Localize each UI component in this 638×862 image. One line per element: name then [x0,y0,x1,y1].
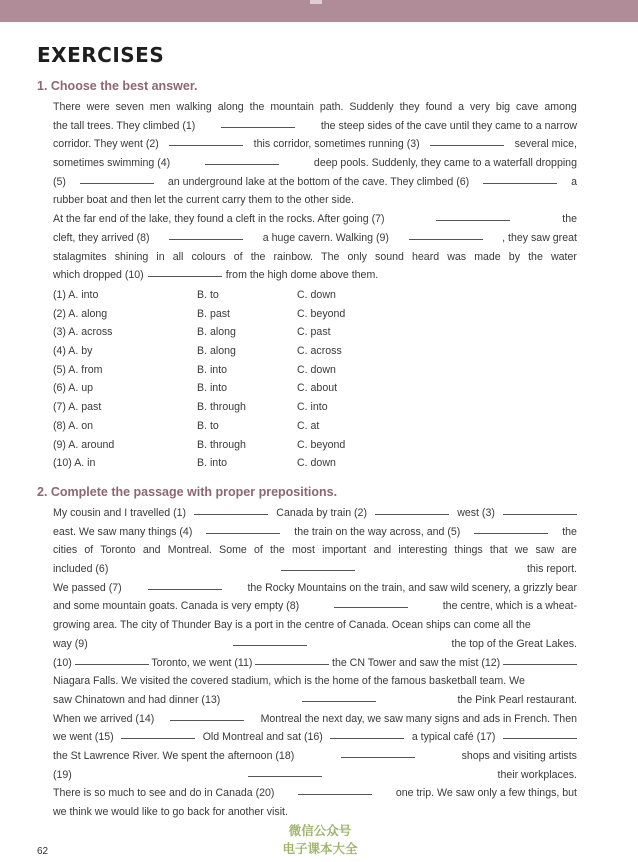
passage-line [53,229,577,248]
passage-line [53,803,577,822]
option-b: B. into [197,457,228,470]
passage-text: path. [319,101,344,113]
passage-text: a huge cavern. Walking (9) [262,231,389,244]
passage-text: of [233,250,243,263]
passage-line [53,135,577,154]
passage-text: we went (15) [53,731,114,744]
passage-text: (5) [53,175,66,188]
passage-text: corridor. They went (2) [53,138,159,151]
passage-line [53,654,577,673]
section1-heading: 1. Choose the best answer. [37,79,198,93]
passage-text: Old Montreal and sat (16) [202,731,323,744]
passage-text: this corridor, sometimes running (3) [253,138,420,151]
passage-text: east. We saw many things (4) [53,525,193,538]
passage-text: walking [176,101,212,113]
passage-text: several mice, [514,138,577,151]
option-a: (3) A. across [53,326,113,339]
passage-text: When we arrived (14) [53,712,155,725]
option-c: C. past [297,326,331,339]
passage-line [53,210,577,229]
option-c: C. down [297,457,336,470]
option-a: (5) A. from [53,363,103,376]
passage-text: which dropped (10) [53,269,144,282]
passage-text: Montreal. [167,544,212,557]
answer-blank[interactable] [503,654,577,665]
passage-text: very [469,101,490,113]
option-a: (9) A. around [53,438,115,451]
option-a: (8) A. on [53,419,94,432]
passage-text: There is so much to see and do in Canada (20) [53,787,275,800]
passage-text: shops and visiting artists [461,749,577,762]
passage-text: Suddenly [349,101,394,113]
answer-blank[interactable] [205,154,279,165]
passage-text: among [544,101,577,113]
passage-text: Canada by train (2) [276,507,367,519]
passage-text: rubber boat and then let the current carry them to the other side. [53,194,354,207]
answer-blank[interactable] [248,766,322,777]
passage-text: a [571,175,577,188]
answer-blank[interactable] [194,504,268,515]
option-b: B. through [197,401,246,414]
passage-line [53,504,577,523]
passage-line [53,672,577,691]
passage-text: (10) [53,656,72,669]
passage-line [53,747,577,766]
passage-line [53,635,577,654]
option-c: C. beyond [297,307,346,320]
passage-text: their workplaces. [497,768,577,781]
passage-text: cities [53,544,78,557]
passage-text: At the far end of the lake, they found a cleft in the rocks. After going (7) [53,213,385,226]
passage-text: colours [191,250,226,263]
passage-line [53,766,577,785]
passage-text: Toronto [100,544,136,557]
passage-line [53,710,577,729]
option-c: C. beyond [297,438,346,451]
passage-text: this report. [526,563,577,576]
page-number: 62 [37,846,49,857]
passage-line [53,523,577,542]
passage-text: important [322,544,367,557]
passage-text: mountain [270,101,314,113]
answer-blank[interactable] [169,229,243,240]
answer-blank[interactable] [483,173,557,184]
top-band-notch [310,0,322,4]
option-a: (6) A. up [53,382,94,395]
answer-blank[interactable] [503,504,577,515]
passage-text: , they saw great [502,231,577,244]
passage-text: they [399,101,420,113]
passage-line [53,691,577,710]
passage-text: seven [115,101,144,113]
passage-text: men [149,101,171,113]
passage-text: the steep sides of the cave until they came to a narrow [320,119,577,132]
answer-blank[interactable] [436,210,510,221]
watermark-stamp [265,822,375,858]
passage-line [53,191,577,210]
passage-text: cleft, they arrived (8) [53,231,150,244]
passage-text: growing area. The city of Thunder Bay is a port in the centre of Canada. Ocean ships can come all the [53,619,531,632]
passage-text: the St Lawrence River. We spent the afternoon (18) [53,749,295,762]
passage-text: rainbow. [273,250,313,263]
option-b: B. along [197,345,236,358]
passage-text: Niagara Falls. We visited the covered stadium, which is the home of the famous basketball team. We [53,675,525,688]
passage-text: the train on the way across, and (5) [294,525,461,538]
answer-blank[interactable] [503,728,577,739]
passage-text: the [562,213,577,226]
option-a: (1) A. into [53,289,99,301]
passage-line [53,248,577,267]
passage-text: cave [516,101,539,113]
option-b: B. into [197,382,228,395]
answer-blank[interactable] [170,710,244,721]
passage-text: in [156,250,165,263]
passage-text: the top of the Great Lakes. [451,637,577,650]
option-a: (10) A. in [53,457,96,470]
watermark-line-2: 电子课本大全 [282,841,358,856]
answer-blank[interactable] [334,597,408,608]
passage-text: the [249,101,265,113]
passage-text: the tall trees. They climbed (1) [53,119,196,132]
passage-text: the [562,525,577,538]
passage-text: were [86,101,110,113]
passage-text: are [561,544,577,557]
passage-line [53,117,577,136]
passage-text: along [217,101,244,113]
passage-line [53,541,577,560]
passage-text: we [514,544,529,557]
passage-text: and [142,544,161,557]
option-b: B. to [197,419,219,432]
passage-line [53,154,577,173]
passage-text: deep pools. Suddenly, they came to a waterfall dropping [313,157,577,170]
option-c: C. down [297,363,336,376]
option-c: C. at [297,419,320,432]
passage-text: saw Chinatown and had dinner (13) [53,693,221,706]
passage-text: most [291,544,315,557]
passage-text: big [495,101,511,113]
option-b: B. into [197,363,228,376]
option-a: (7) A. past [53,401,102,414]
answer-blank[interactable] [302,691,376,702]
passage-text: saw [535,544,555,557]
option-a: (2) A. along [53,307,108,320]
passage-text: There [53,101,81,113]
passage-text: a [458,101,464,113]
passage-text: stalagmites [53,250,107,263]
passage-line [53,98,577,117]
passage-text: the Rocky Mountains on the train, and saw wild scenery, a grizzly bear [247,581,577,594]
passage-text: included (6) [53,563,109,576]
passage-text: one trip. We saw only a few things, but [395,787,577,800]
passage-text: way (9) [53,637,88,650]
passage-text: My cousin and I travelled (1) [53,507,187,519]
passage-text: west (3) [457,507,495,519]
passage-text: and [373,544,392,557]
passage-text: Toronto, we went (11) [151,656,253,669]
answer-blank[interactable] [281,560,355,571]
option-a: (4) A. by [53,345,93,358]
top-color-band [0,0,638,22]
answer-blank[interactable] [121,728,195,739]
passage-text: Some [219,544,247,557]
passage-text: The [321,250,340,263]
passage-text: We passed (7) [53,581,122,594]
option-b: B. past [197,307,230,320]
answer-blank[interactable] [298,784,372,795]
section1-passage [53,98,577,285]
passage-line [53,560,577,579]
passage-text: water [550,250,577,263]
passage-text: that [489,544,508,557]
answer-blank[interactable] [409,229,483,240]
section2-passage [53,504,577,822]
option-c: C. about [297,382,338,395]
answer-blank[interactable] [233,635,307,646]
passage-text: the [250,250,266,263]
answer-blank[interactable] [375,504,449,515]
passage-text: (19) [53,768,72,781]
answer-blank[interactable] [430,135,504,146]
passage-text: Montreal the next day, we saw many signs and ads in French. Then [260,712,577,725]
passage-line [53,266,577,285]
option-c: C. across [297,345,342,358]
section2-heading: 2. Complete the passage with proper prepositions. [37,485,338,499]
passage-text: sound [375,250,404,263]
passage-text: found [425,101,453,113]
answer-blank[interactable] [330,728,404,739]
option-b: B. through [197,438,246,451]
answer-blank[interactable] [206,523,280,534]
option-c: C. into [297,401,328,414]
passage-text: by [508,250,520,263]
answer-blank[interactable] [341,747,415,758]
passage-line [53,784,577,803]
passage-text: heard [412,250,440,263]
passage-text: the CN Tower and saw the mist (12) [332,656,501,669]
passage-text: from the high dome above them. [225,269,379,282]
option-c: C. down [297,289,336,301]
passage-text: and some mountain goats. Canada is very empty (8) [53,600,300,613]
passage-text: the Pink Pearl restaurant. [457,693,577,706]
passage-text: sometimes swimming (4) [53,157,171,170]
passage-text: we think we would like to go back for another visit. [53,806,288,818]
answer-blank[interactable] [255,654,329,665]
passage-text: the [528,250,543,263]
passage-line [53,173,577,192]
answer-blank[interactable] [80,173,154,184]
answer-blank[interactable] [169,135,243,146]
passage-text: things [454,544,483,557]
answer-blank[interactable] [75,654,149,665]
passage-text: the [270,544,285,557]
answer-blank[interactable] [221,117,295,128]
option-b: B. to [197,289,219,301]
passage-text: only [347,250,367,263]
passage-text: the centre, which is a wheat- [442,600,577,613]
passage-line [53,597,577,616]
passage-text: of [254,544,263,557]
page-title: EXERCISES [37,43,165,67]
passage-text: interesting [398,544,448,557]
passage-text: a typical café (17) [411,731,496,744]
answer-blank[interactable] [148,579,222,590]
answer-blank[interactable] [474,523,548,534]
passage-text: of [84,544,94,557]
answer-blank[interactable] [148,266,222,277]
passage-line [53,616,577,635]
passage-text: made [474,250,501,263]
passage-line [53,579,577,598]
passage-text: shining [114,250,149,263]
watermark-line-1: 微信公众号 [288,823,352,838]
option-b: B. along [197,326,236,339]
passage-line [53,728,577,747]
passage-text: an underground lake at the bottom of the cave. They climbed (6) [167,175,470,188]
passage-text: was [447,250,467,263]
passage-text: all [172,250,184,263]
